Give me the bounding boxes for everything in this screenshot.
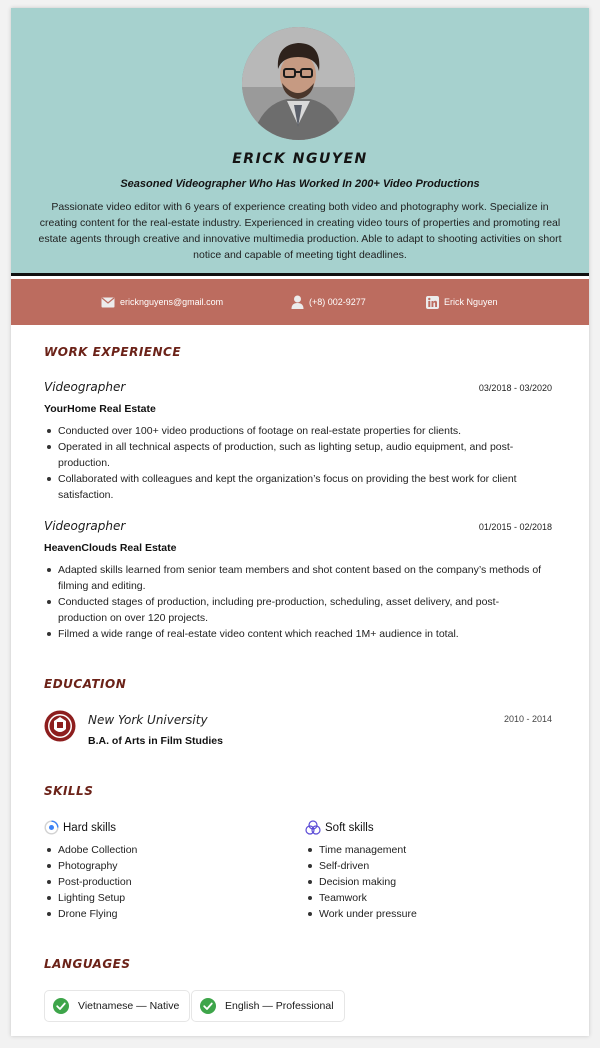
soft-skill-item: Decision making [319,874,539,890]
job-2-company: HeavenClouds Real Estate [44,542,177,554]
target-icon [44,820,59,835]
contact-linkedin[interactable] [426,294,498,310]
soft-skill-item: Work under pressure [319,906,539,922]
job-1-bullets [58,423,548,503]
soft-skill-item: Self-driven [319,858,539,874]
education-degree: B.A. of Arts in Film Studies [88,735,223,747]
resume-page [11,8,589,1036]
hard-skills-label: Hard skills [63,821,117,834]
education-dates: 2010 - 2014 [503,714,552,724]
hard-skills-list [58,842,258,922]
soft-skills-list [319,842,539,922]
hard-skills-heading [44,820,116,835]
university-seal-icon [44,710,76,742]
hard-skill-item: Drone Flying [58,906,258,922]
soft-skill-item: Time management [319,842,539,858]
profile-summary: Passionate video editor with 6 years of experience creating both video and photography work. Specialize in creating content for the real-estate industry. Experienced in creating video tours of properties and promoting real estate agents through creative and innovative multimedia production. Able to adapt to shooting activities on short notice and capable of meeting tight deadlines. [38,201,562,261]
email-icon [101,297,115,308]
language-chip [44,990,190,1022]
job-2-title: Videographer [44,519,126,533]
job-1-dates: 03/2018 - 03/2020 [478,383,552,393]
hard-skill-item: Adobe Collection [58,842,258,858]
language-chip [191,990,345,1022]
contact-email-text: ericknguyens@gmail.com [120,297,224,307]
check-circle-icon [200,998,216,1014]
job-1-bullet: Operated in all technical aspects of production, such as lighting setup, audio equipment, and post-production. [58,439,548,471]
contact-linkedin-text: Erick Nguyen [444,297,498,307]
soft-skills-label: Soft skills [325,821,374,834]
contact-bar [11,279,589,325]
education-school: New York University [88,713,208,727]
education-heading: EDUCATION [44,677,127,691]
check-circle-icon [53,998,69,1014]
job-1-bullet: Conducted over 100+ video productions of footage on real-estate properties for clients. [58,423,548,439]
job-1-company: YourHome Real Estate [44,403,156,415]
candidate-tagline: Seasoned Videographer Who Has Worked In 200+ Video Productions [120,178,480,190]
job-2-dates: 01/2015 - 02/2018 [478,522,552,532]
venn-icon [305,820,321,835]
language-label: English — Professional [225,1000,334,1012]
job-2-bullet: Filmed a wide range of real-estate video content which reached 1M+ audience in total. [58,626,548,642]
contact-email[interactable] [101,294,223,310]
candidate-name: ERICK NGUYEN [232,151,368,167]
avatar [242,27,355,140]
language-label: Vietnamese — Native [78,1000,180,1012]
job-2-bullets [58,562,548,642]
job-1-bullet: Collaborated with colleagues and kept the organization’s focus on providing the best work for client satisfaction. [58,471,548,503]
job-1-title: Videographer [44,380,126,394]
contact-phone[interactable] [291,294,366,310]
soft-skills-heading [305,820,374,835]
skills-heading: SKILLS [44,784,94,798]
contact-phone-text: (+8) 002-9277 [309,297,366,307]
work-experience-heading: WORK EXPERIENCE [44,345,182,359]
soft-skill-item: Teamwork [319,890,539,906]
hard-skill-item: Photography [58,858,258,874]
job-2-bullet: Adapted skills learned from senior team members and shot content based on the company’s methods of filming and editing. [58,562,548,594]
hard-skill-item: Post-production [58,874,258,890]
header-section [11,8,589,276]
job-2-bullet: Conducted stages of production, including pre-production, scheduling, asset delivery, and post-production on over 120 projects. [58,594,548,626]
languages-heading: LANGUAGES [44,957,131,971]
hard-skill-item: Lighting Setup [58,890,258,906]
user-icon [291,295,304,309]
linkedin-icon [426,296,439,309]
